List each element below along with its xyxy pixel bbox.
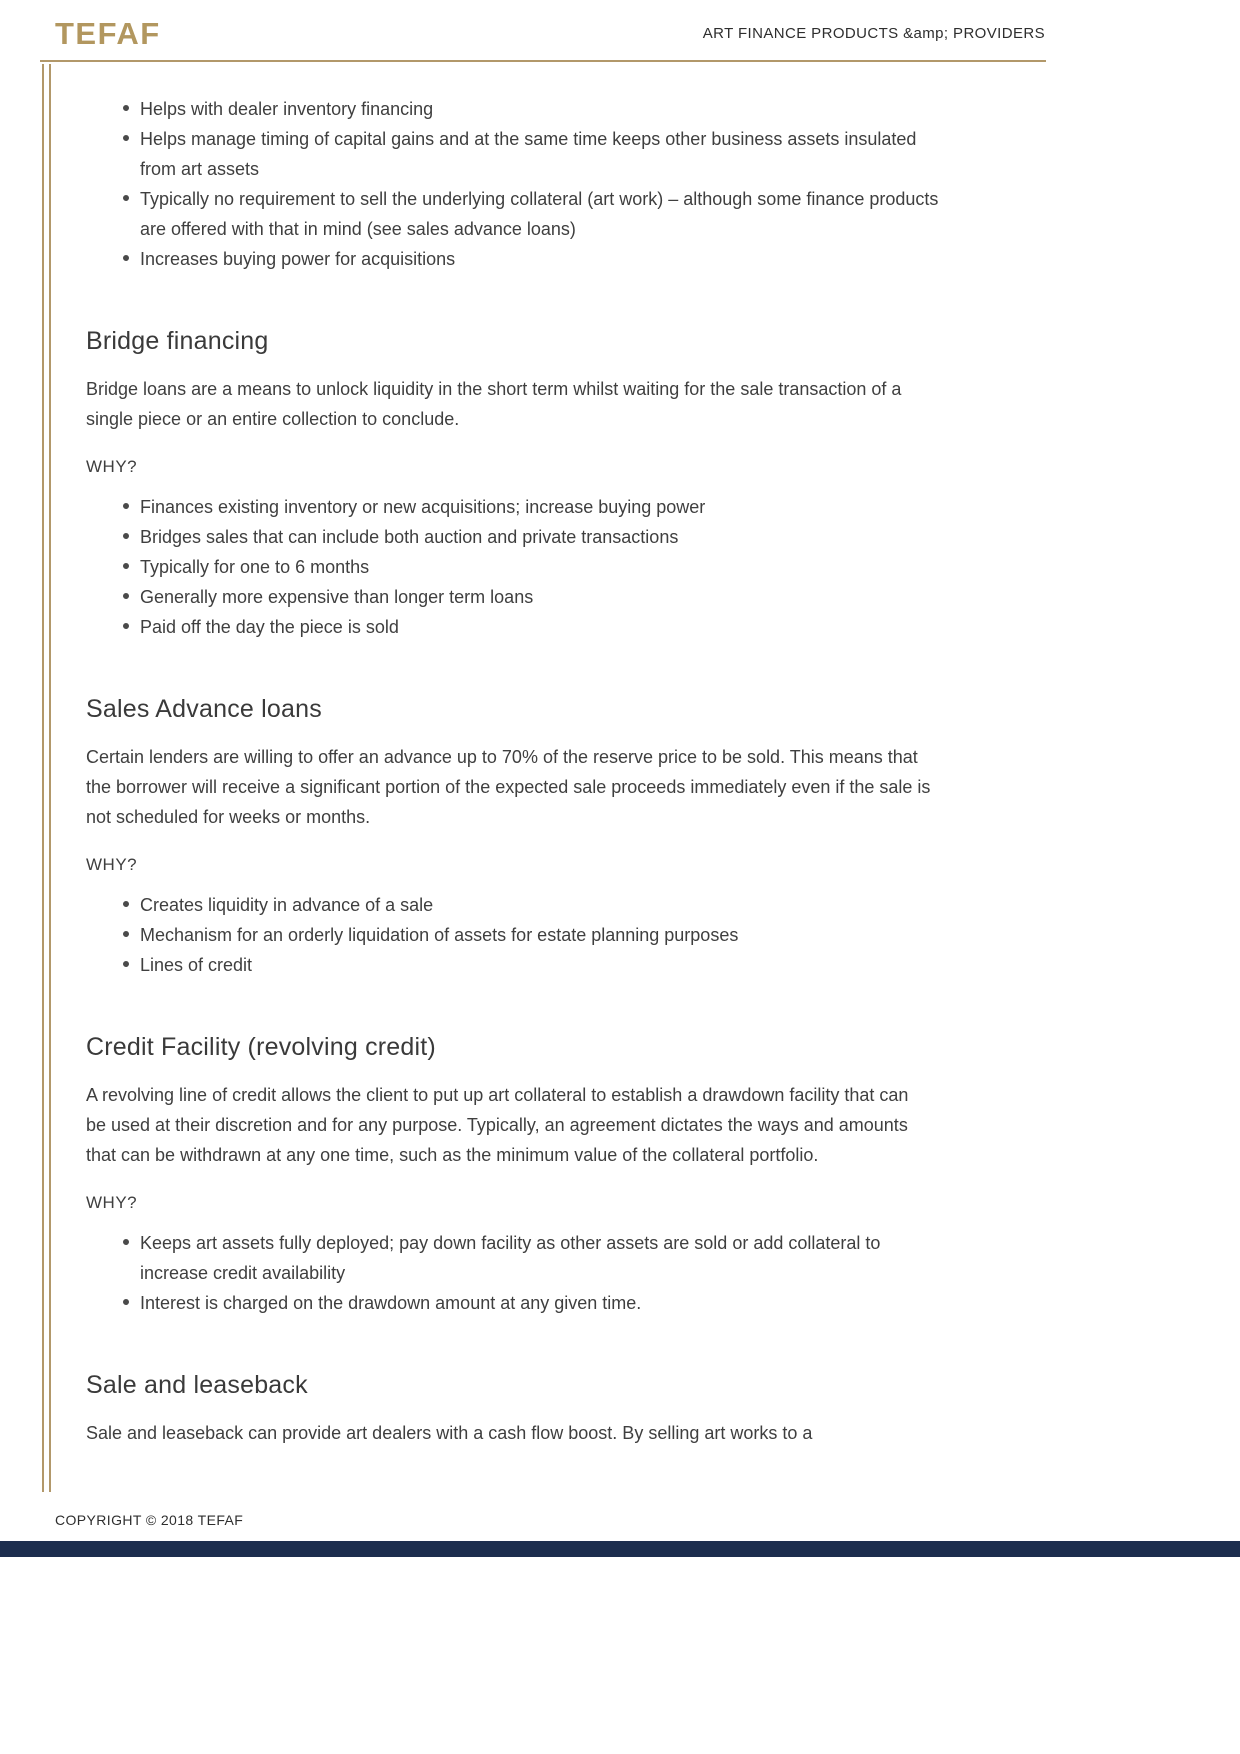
intro-bullet-list <box>86 94 940 274</box>
list-item: Finances existing inventory or new acquisitions; increase buying power <box>86 492 940 522</box>
content <box>86 94 966 1448</box>
section-bullet-list <box>86 492 940 642</box>
header-divider <box>40 60 1046 62</box>
section-bridge-financing <box>86 324 966 642</box>
section-sales-advance-loans <box>86 692 966 980</box>
list-item: Mechanism for an orderly liquidation of assets for estate planning purposes <box>86 920 940 950</box>
section-paragraph: Certain lenders are willing to offer an advance up to 70% of the reserve price to be sold. This means that the borrower will receive a significant portion of the expected sale proceeds immediately even if the sale is not scheduled for weeks or months. <box>86 747 931 827</box>
list-item: Increases buying power for acquisitions <box>86 244 940 274</box>
list-item: Lines of credit <box>86 950 940 980</box>
section-paragraph: Bridge loans are a means to unlock liquidity in the short term whilst waiting for the sale transaction of a single piece or an entire collection to conclude. <box>86 379 902 429</box>
why-label: WHY? <box>86 457 138 476</box>
list-item: Generally more expensive than longer term loans <box>86 582 940 612</box>
left-double-border <box>42 64 51 1492</box>
list-item: Creates liquidity in advance of a sale <box>86 890 940 920</box>
list-item: Helps manage timing of capital gains and at the same time keeps other business assets insulated from art assets <box>86 124 940 184</box>
list-item: Typically no requirement to sell the underlying collateral (art work) – although some finance products are offered with that in mind (see sales advance loans) <box>86 184 940 244</box>
section-heading: Sale and leaseback <box>86 1371 308 1399</box>
section-bullet-list <box>86 890 940 980</box>
section-heading: Sales Advance loans <box>86 695 322 723</box>
why-label: WHY? <box>86 855 138 874</box>
header-title: ART FINANCE PRODUCTS &amp; PROVIDERS <box>702 25 1045 42</box>
list-item: Bridges sales that can include both auction and private transactions <box>86 522 940 552</box>
section-heading: Bridge financing <box>86 327 269 355</box>
copyright-text: COPYRIGHT © 2018 TEFAF <box>55 1512 244 1528</box>
list-item: Typically for one to 6 months <box>86 552 940 582</box>
section-paragraph: Sale and leaseback can provide art dealers with a cash flow boost. By selling art works to a <box>86 1423 813 1443</box>
section-bullet-list <box>86 1228 940 1318</box>
footer-bar <box>0 1541 1240 1557</box>
section-sale-and-leaseback <box>86 1368 966 1448</box>
section-credit-facility <box>86 1030 966 1318</box>
list-item: Helps with dealer inventory financing <box>86 94 940 124</box>
list-item: Interest is charged on the drawdown amount at any given time. <box>86 1288 940 1318</box>
why-label: WHY? <box>86 1193 138 1212</box>
list-item: Keeps art assets fully deployed; pay down facility as other assets are sold or add collateral to increase credit availability <box>86 1228 940 1288</box>
list-item: Paid off the day the piece is sold <box>86 612 940 642</box>
section-heading: Credit Facility (revolving credit) <box>86 1033 436 1061</box>
tefaf-logo: TEFAF <box>55 16 161 51</box>
section-paragraph: A revolving line of credit allows the client to put up art collateral to establish a drawdown facility that can be used at their discretion and for any purpose. Typically, an agreement dictates the ways and amounts that can be withdrawn at any one time, such as the minimum value of the collateral portfolio. <box>86 1085 909 1165</box>
